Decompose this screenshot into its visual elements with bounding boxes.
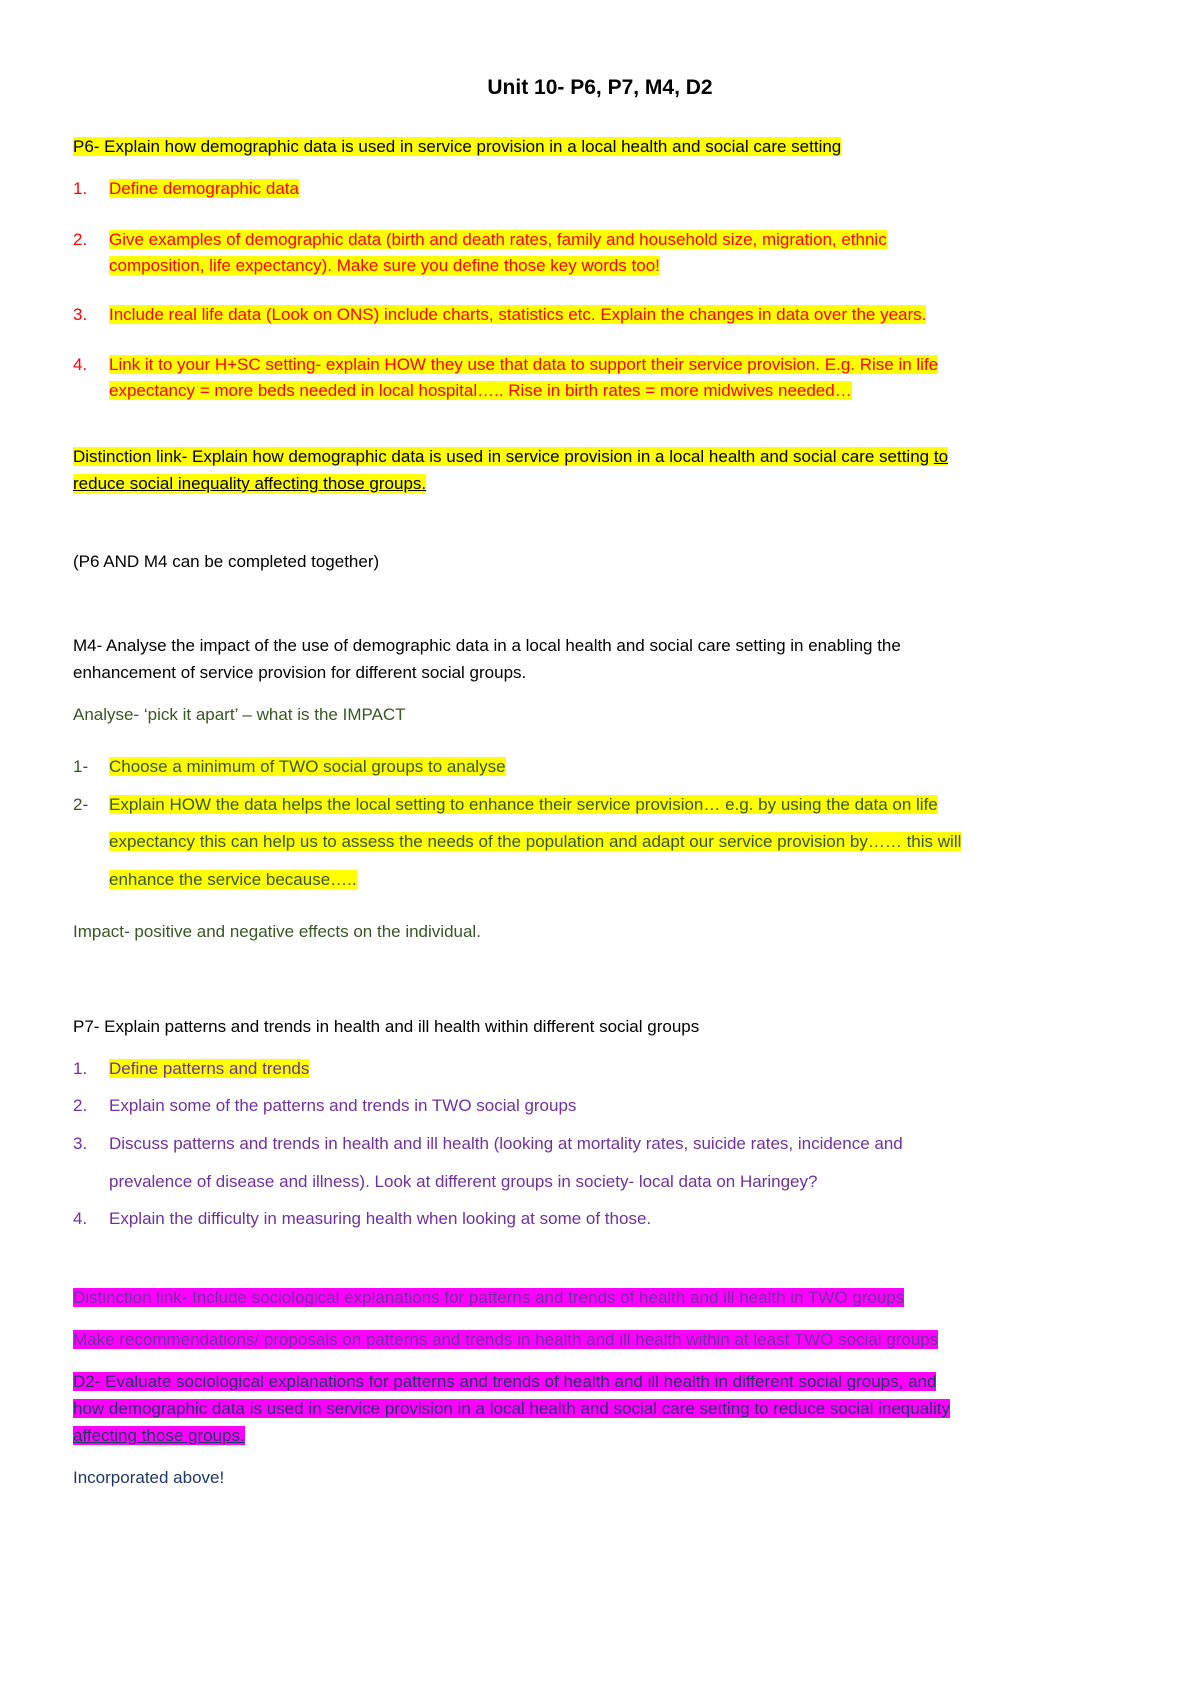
m4-item-1 [73, 754, 506, 780]
d2-text-line-1: D2- Evaluate sociological explanations for patterns and trends of health and ill health in different social groups, and [73, 1372, 937, 1391]
p6-item-4 [73, 352, 938, 378]
p7-heading-text: P7- Explain patterns and trends in health and ill health within different social groups [73, 1017, 700, 1036]
m4-item-2-cont-1 [109, 829, 961, 855]
p6-heading [73, 134, 841, 160]
m4-item-2 [73, 792, 938, 818]
p6-item-1-number: 1. [73, 179, 88, 198]
p6-item-2-cont [109, 253, 660, 279]
p6-distinction-line-1 [73, 444, 948, 470]
p7-item-3-number: 3. [73, 1134, 88, 1153]
combined-note-text: (P6 AND M4 can be completed together) [73, 552, 380, 571]
m4-item-1-number: 1- [73, 757, 89, 776]
p7-item-2-number: 2. [73, 1096, 88, 1115]
m4-analyse-note [73, 702, 406, 728]
document-title-text: Unit 10- P6, P7, M4, D2 [487, 76, 713, 99]
d2-text-line-3: affecting those groups. [73, 1426, 245, 1445]
p6-item-2 [73, 227, 887, 253]
p6-item-1-text: Define demographic data [109, 179, 299, 198]
m4-impact-text: Impact- positive and negative effects on the individual. [73, 922, 481, 941]
p7-item-4-number: 4. [73, 1209, 88, 1228]
p7-recommendations [73, 1327, 938, 1353]
m4-item-2-text-line-3: enhance the service because….. [109, 870, 357, 889]
p7-item-3-cont [109, 1169, 817, 1195]
p7-recommendations-text: Make recommendations/ proposals on patterns and trends in health and ill health within at least TWO social groups [73, 1330, 939, 1349]
p7-distinction-text: Distinction link- Include sociological explanations for patterns and trends of health and ill health in TWO groups [73, 1288, 905, 1307]
d2-text-line-2: how demographic data is used in service provision in a local health and social care setting to reduce social inequality [73, 1399, 950, 1418]
p7-item-3-text-line-2: prevalence of disease and illness). Look at different groups in society- local data on Haringey? [109, 1172, 818, 1191]
m4-item-2-text-line-1: Explain HOW the data helps the local setting to enhance their service provision… e.g. by using the data on life [109, 795, 938, 814]
m4-item-2-text-line-2: expectancy this can help us to assess the needs of the population and adapt our service provision by…… this will [109, 832, 962, 851]
d2-line-2 [73, 1396, 950, 1422]
combined-note [73, 549, 379, 575]
document-title [0, 76, 1200, 100]
p7-heading [73, 1014, 699, 1040]
m4-heading-line-1 [73, 633, 901, 659]
p7-item-1-number: 1. [73, 1059, 88, 1078]
p6-item-4-number: 4. [73, 355, 88, 374]
m4-heading-text-2: enhancement of service provision for different social groups. [73, 663, 527, 682]
p6-distinction-line-2 [73, 471, 426, 497]
p6-distinction-text: Distinction link- Explain how demographic data is used in service provision in a local health and social care setting [73, 447, 934, 466]
m4-analyse-text: Analyse- ‘pick it apart’ – what is the IMPACT [73, 705, 406, 724]
m4-item-1-text: Choose a minimum of TWO social groups to analyse [109, 757, 506, 776]
p6-item-3-text: Include real life data (Look on ONS) include charts, statistics etc. Explain the changes in data over the years. [109, 305, 927, 324]
m4-heading-line-2 [73, 660, 526, 686]
p7-item-1-text: Define patterns and trends [109, 1059, 310, 1078]
p6-item-3 [73, 302, 926, 328]
p7-distinction [73, 1285, 904, 1311]
m4-heading-text-1: M4- Analyse the impact of the use of demographic data in a local health and social care setting in enabling the [73, 636, 901, 655]
m4-item-2-cont-2 [109, 867, 357, 893]
p6-item-4-cont [109, 378, 852, 404]
m4-impact-note [73, 919, 481, 945]
p6-heading-text: P6- Explain how demographic data is used in service provision in a local health and social care setting [73, 137, 842, 156]
p7-item-1 [73, 1056, 309, 1082]
d2-footer [73, 1465, 224, 1491]
p7-item-2 [73, 1093, 576, 1119]
p6-item-2-number: 2. [73, 230, 88, 249]
p6-item-3-number: 3. [73, 305, 88, 324]
p7-item-3-text-line-1: Discuss patterns and trends in health and ill health (looking at mortality rates, suicide rates, incidence and [109, 1134, 903, 1153]
p7-item-2-text: Explain some of the patterns and trends in TWO social groups [109, 1096, 577, 1115]
p6-item-4-text-line-1: Link it to your H+SC setting- explain HOW they use that data to support their service provision. E.g. Rise in life [109, 355, 939, 374]
p6-item-2-text-line-2: composition, life expectancy). Make sure you define those key words too! [109, 256, 660, 275]
p6-distinction-underlined: to [933, 447, 949, 466]
p6-item-4-text-line-2: expectancy = more beds needed in local hospital….. Rise in birth rates = more midwives needed… [109, 381, 852, 400]
p6-distinction-text-line-2: reduce social inequality affecting those groups. [73, 474, 427, 493]
m4-item-2-number: 2- [73, 795, 89, 814]
p7-item-3 [73, 1131, 903, 1157]
d2-footer-text: Incorporated above! [73, 1468, 225, 1487]
p7-item-4-text: Explain the difficulty in measuring health when looking at some of those. [109, 1209, 652, 1228]
p6-item-2-text-line-1: Give examples of demographic data (birth and death rates, family and household size, migration, ethnic [109, 230, 887, 249]
p7-item-4 [73, 1206, 651, 1232]
d2-line-1 [73, 1369, 936, 1395]
p6-item-1 [73, 176, 299, 202]
d2-line-3 [73, 1423, 245, 1449]
